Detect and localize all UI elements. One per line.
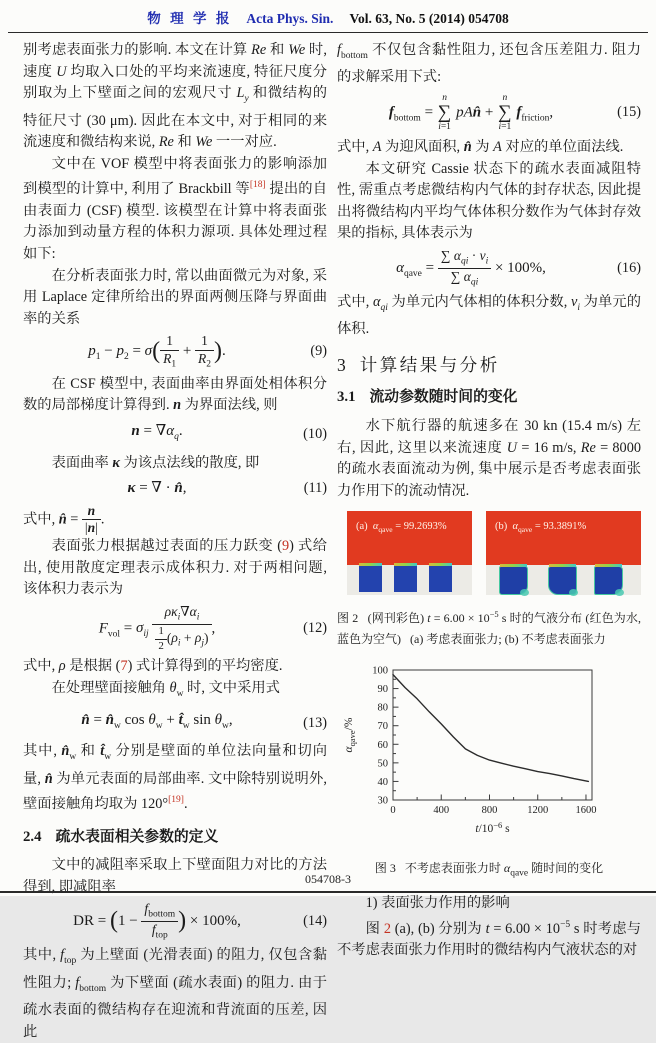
microstructure-strip	[486, 565, 641, 595]
paragraph: 水下航行器的航速多在 30 kn (15.4 m/s) 左右, 因此, 这里以来流速度 U = 16 m/s, Re = 8000 的疏水表面流动为例, 集中展示是否考虑表面张力作用下的流动情况.	[337, 418, 642, 499]
section-title: 计算结果与分析	[359, 354, 500, 375]
paragraph: 其中, $f_{top}$ 为上壁面 (光滑表面) 的阻力, 仅包含黏性阻力; $f_{bottom}$ 为下壁面 (疏水表面) 的阻力. 由于疏水表面的微结构存在迎流和背流面的压差, 因此	[23, 947, 327, 1040]
equation-15	[337, 93, 641, 133]
section-number: 2.4	[23, 828, 42, 845]
svg-text:40: 40	[377, 777, 388, 789]
svg-text:400: 400	[433, 805, 450, 817]
journal-title-en: Acta Phys. Sin.	[246, 11, 334, 26]
water-region	[347, 511, 472, 565]
svg-text:50: 50	[377, 758, 388, 770]
paragraph: 文中在 VOF 模型中将表面张力的影响添加到模型的计算中, 利用了 Brackbill 等[18] 提出的自由表面力 (CSF) 模型. 该模型在计算中将表面张力添加到动量方程的体积力源项. 具体处理过程如下:	[23, 155, 328, 262]
paragraph: 表面张力根据越过表面的压力跃变 (9) 式给出, 使用散度定理表示成体积力. 对于两相问题, 该体积力表示为	[23, 537, 327, 598]
paragraph: 在处理壁面接触角 $\theta_w$ 时, 文中采用式	[51, 680, 280, 699]
svg-text:30: 30	[377, 795, 388, 807]
water-region	[486, 511, 641, 565]
section-number: 3.1	[337, 389, 356, 406]
equation-13	[23, 710, 327, 738]
air-pocket	[359, 566, 382, 592]
two-column-body	[0, 33, 656, 1040]
equation-body: $f_{bottom}$ = n ∑ i=1 pAn̂ + n ∑ i=1 $f_{friction}$,	[388, 93, 554, 133]
figure2-panel-a	[347, 511, 472, 595]
equation-number: (12)	[303, 619, 327, 636]
equation-number: (11)	[303, 480, 327, 497]
equation-11	[23, 478, 327, 500]
figure3	[337, 660, 641, 885]
svg-text:90: 90	[377, 684, 388, 696]
figure2-panel-b	[486, 511, 641, 595]
section-heading-3	[337, 355, 641, 377]
section-title: 疏水表面相关参数的定义	[55, 828, 219, 845]
air-pocket	[429, 566, 452, 592]
equation-10	[23, 421, 327, 449]
svg-text:1600: 1600	[575, 805, 597, 817]
equation-number: (10)	[303, 426, 327, 443]
footer-rule	[0, 891, 656, 893]
section-heading-3-1	[337, 387, 641, 409]
equation-12	[23, 605, 327, 653]
equation-body: $\alpha_{qave}$ = $\frac{\sum \alpha_{qi} \cdot v_i}{\sum \alpha_{qi}}$ × 100%,	[396, 247, 546, 288]
paragraph: 式中, ρ 是根据 (7) 式计算得到的平均密度.	[23, 658, 283, 675]
svg-text:100: 100	[372, 665, 388, 677]
equation-number: (14)	[303, 912, 327, 929]
svg-text:αqave/%: $\alpha_{qave}/\%$	[343, 717, 357, 753]
paragraph: 表面曲率 κ 为该点法线的散度, 即	[51, 454, 260, 471]
paragraph: 1) 表面张力作用的影响	[365, 895, 510, 912]
paragraph: 式中, n̂ = $\frac{n}{|n|}$ .	[23, 502, 105, 536]
air-pocket	[499, 566, 528, 595]
page-header	[0, 0, 656, 27]
figure3-chart	[337, 660, 637, 856]
right-column	[337, 40, 642, 959]
equation-body: $n = \nabla\alpha_q$.	[131, 423, 183, 443]
paragraph: 其中, $n̂_w$ 和 $t̂_w$ 分别是壁面的单位法向量和切向量, n̂ 为单元表面的局部曲率. 文中除特别说明外, 壁面接触角均取为 120°[19].	[23, 743, 328, 812]
equation-body: DR = (1 − $\frac{f_{bottom}}{f_{top}}$ ) × 100%,	[73, 901, 241, 941]
equation-16	[337, 249, 641, 288]
svg-text:1200: 1200	[527, 805, 549, 817]
microstructure-strip	[347, 565, 472, 595]
paragraph: 式中, A 为迎风面积, n̂ 为 A 对应的单位面法线.	[337, 138, 624, 155]
journal-title-cn: 物 理 学 报	[147, 11, 233, 26]
section-heading-2-4	[23, 827, 327, 849]
svg-text:80: 80	[377, 703, 388, 715]
equation-9	[23, 334, 327, 370]
svg-text:800: 800	[481, 805, 498, 817]
equation-number: (15)	[617, 104, 641, 121]
equation-number: (16)	[617, 259, 641, 276]
air-pocket	[394, 566, 417, 592]
equation-body: $F_{vol} = \sigma_{ij}$ $\rho\kappa_i\nabla\alpha_i$ $\frac{1}{2}$ $(\rho_i + \rho_j)$ ,	[98, 603, 216, 652]
paragraph: 图 2 (a), (b) 分别为 $t = 6.00 \times 10^{-5}$ s 时考虑与不考虑表面张力作用时的微结构内气液状态的对	[337, 919, 641, 959]
svg-text:t/10−6 s: $t/10^{-6}$ s	[475, 820, 510, 836]
paragraph: $f_{bottom}$ 不仅包含黏性阻力, 还包含压差阻力. 阻力的求解采用下式:	[337, 42, 641, 86]
equation-number: (13)	[303, 714, 327, 731]
svg-text:60: 60	[377, 740, 388, 752]
equation-body: $p_1 - p_2 = \sigma$( $\frac{1}{R_1}$ + $\frac{1}{R_2}$ ).	[88, 333, 226, 370]
figure2-panels	[337, 511, 641, 595]
section-number: 3	[337, 354, 346, 375]
air-pocket	[594, 566, 623, 595]
equation-body: n̂ = $n̂_w$ $\cos \theta_w$ + $t̂_w$ $\sin \theta_w$,	[81, 711, 233, 731]
figure3-caption: 图 3 不考虑表面张力时 $\alpha_{qave}$ 随时间的变化	[374, 861, 604, 879]
equation-body: κ = ∇ · n̂,	[127, 480, 187, 497]
air-pocket	[548, 566, 577, 595]
page-number: 054708-3	[305, 872, 351, 886]
equation-number: (9)	[310, 343, 327, 360]
paragraph: 文中的减阻率采取上下壁面阻力对比的方法得到, 即减阻率	[23, 857, 327, 895]
panel-b-label: (b) $\alpha_{qave} = 93.3891\%$	[495, 521, 587, 535]
paragraph: 在分析表面张力时, 常以曲面微元为对象, 采用 Laplace 定律所给出的界面两侧压降与界面曲率的关系	[23, 267, 327, 327]
figure2	[337, 511, 641, 650]
panel-a-label: (a) $\alpha_{qave} = 99.2693\%$	[356, 521, 447, 535]
equation-14	[23, 902, 327, 941]
figure2-caption: 图 2 (网刊彩色) $t = 6.00 \times 10^{-5}$ s 时的气液分布 (红色为水, 蓝色为空气) (a) 考虑表面张力; (b) 不考虑表面张力	[337, 609, 641, 647]
paragraph: 式中, $\alpha_{qi}$ 为单元内气体相的体积分数, $v_i$ 为单元的体积.	[337, 293, 641, 338]
svg-text:70: 70	[377, 721, 388, 733]
page-footer	[0, 872, 656, 887]
paragraph: 别考虑表面张力的影响. 本文在计算 Re 和 We 时, 速度 U 均取入口处的平均来流速度, 特征尺度分别取为上下壁面之间的宏观尺寸 $L_y$ 和微结构的特征尺寸 (30 μm). 因此在本文中, 对于相同的来流速度和微结构来说, Re 和 We 一一对应.	[23, 42, 328, 151]
paragraph: 本文研究 Cassie 状态下的疏水表面减阻特性, 需重点考虑微结构内气体的封存状态, 因此提出将微结构内平均气体体积分数作为气体封存效果的指标, 具体表示为	[337, 160, 641, 242]
section-title: 流动参数随时间的变化	[369, 389, 518, 406]
svg-text:0: 0	[390, 805, 396, 817]
paragraph: 在 CSF 模型中, 表面曲率由界面处相体积分数的局部梯度计算得到. n 为界面法线, 则	[23, 375, 327, 414]
volume-info: Vol. 63, No. 5 (2014) 054708	[349, 11, 509, 26]
